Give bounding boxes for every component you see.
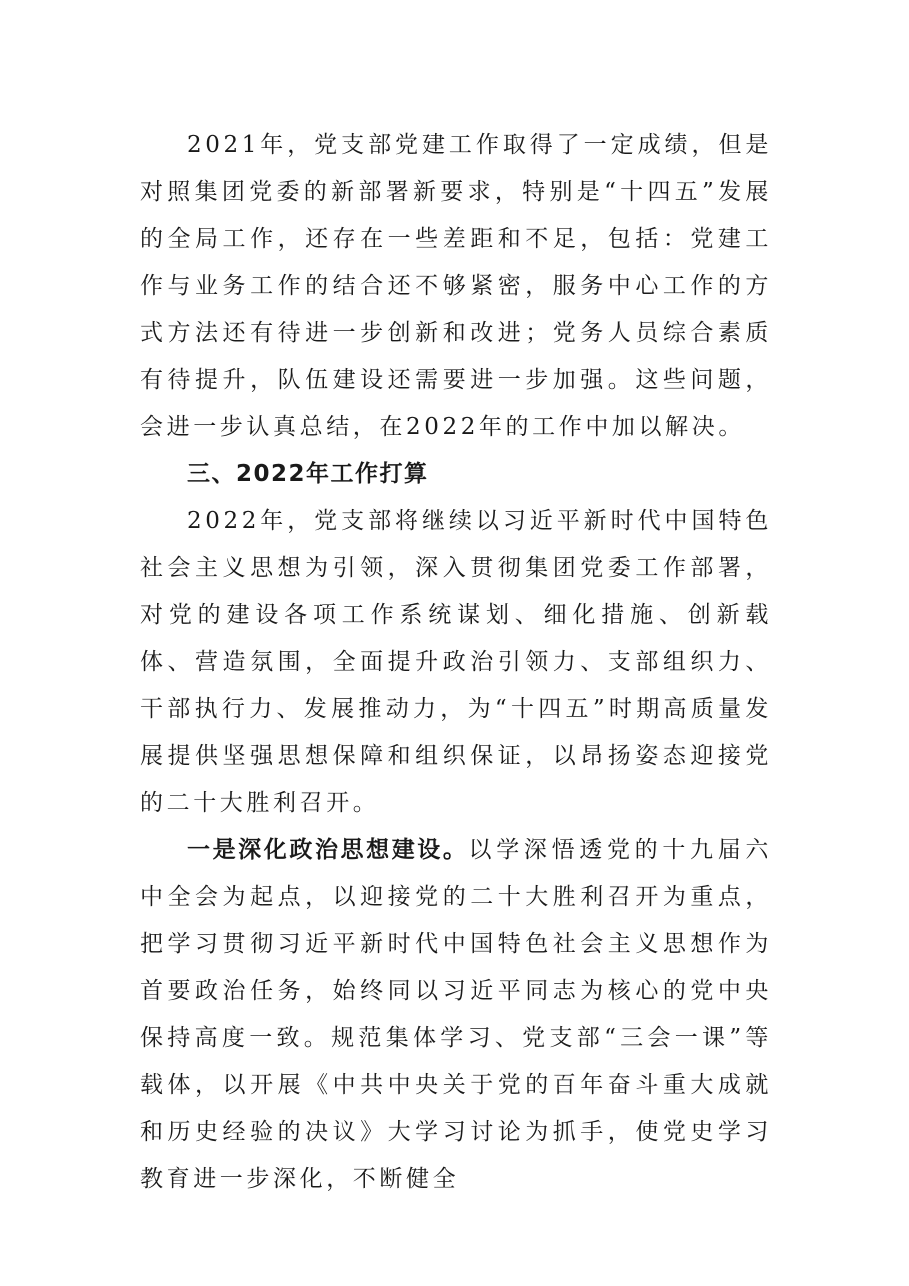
paragraph-shortcomings: 2021年，党支部党建工作取得了一定成绩，但是对照集团党委的新部署新要求，特别是“十四五”发展的全局工作，还存在一些差距和不足，包括：党建工作与业务工作的结合还不够紧密，服务中心工作的方式方法还有待进一步创新和改进；党务人员综合素质有待提升，队伍建设还需要进一步加强。这些问题，会进一步认真总结，在2022年的工作中加以解决。 xyxy=(140,132,772,440)
paragraph-political-construction xyxy=(140,827,772,1203)
document-body xyxy=(140,122,772,1203)
paragraph-2022-plan-overview: 2022年，党支部将继续以习近平新时代中国特色社会主义思想为引领，深入贯彻集团党委工作部署，对党的建设各项工作系统谋划、细化措施、创新载体、营造氛围，全面提升政治引领力、支部组织力、干部执行力、发展推动力，为“十四五”时期高质量发展提供坚强思想保障和组织保证，以昂扬姿态迎接党的二十大胜利召开。 xyxy=(140,508,772,816)
paragraph-lead-bold: 一是深化政治思想建设。 xyxy=(187,837,469,863)
section-heading-2022-plan: 三、2022年工作打算 xyxy=(187,461,429,487)
paragraph-body-text: 以学深悟透党的十九届六中全会为起点，以迎接党的二十大胜利召开为重点，把学习贯彻习近平新时代中国特色社会主义思想作为首要政治任务，始终同以习近平同志为核心的党中央保持高度一致。规范集体学习、党支部“三会一课”等载体，以开展《中共中央关于党的百年奋斗重大成就和历史经验的决议》大学习讨论为抓手，使党史学习教育进一步深化，不断健全 xyxy=(140,837,773,1192)
